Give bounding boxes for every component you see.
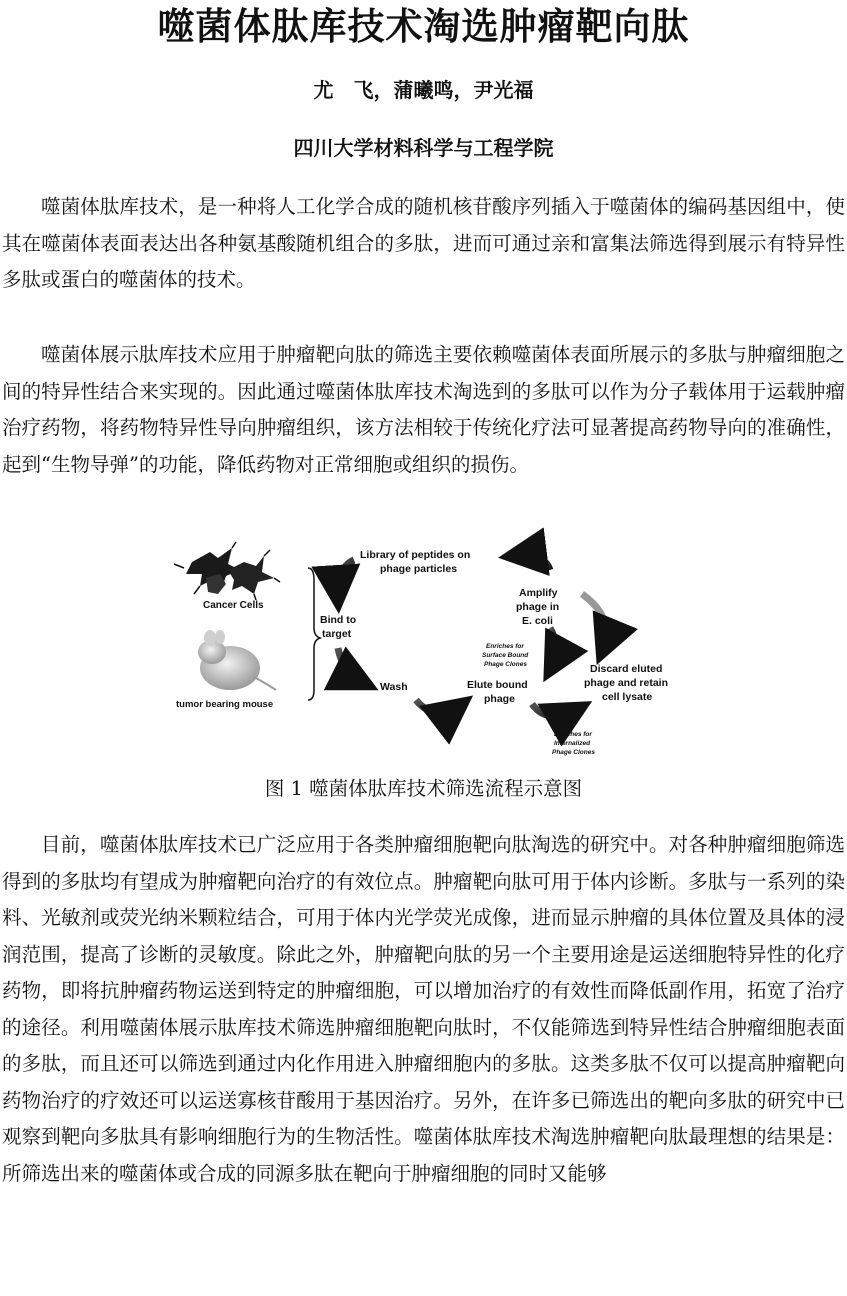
library-label: Library of peptides on bbox=[360, 549, 471, 561]
arrow-to-discard bbox=[582, 594, 606, 652]
arrow-to-internalized bbox=[532, 704, 580, 716]
svg-text:phage and retain: phage and retain bbox=[584, 677, 669, 689]
bind-label: Bind to bbox=[320, 614, 357, 626]
figure-phage-display-workflow bbox=[170, 540, 669, 768]
affiliation: 四川大学材料科学与工程学院 bbox=[293, 136, 554, 160]
svg-text:Surface Bound: Surface Bound bbox=[482, 652, 529, 659]
cancer-cells-icon bbox=[174, 542, 280, 600]
svg-text:phage particles: phage particles bbox=[380, 563, 458, 575]
page-title: 噬菌体肽库技术淘选肿瘤靶向肽 bbox=[157, 5, 690, 48]
arrow-amplify-to-library bbox=[512, 555, 550, 570]
svg-text:E. coli: E. coli bbox=[522, 615, 553, 627]
svg-text:phage: phage bbox=[484, 693, 515, 705]
arrow-bind-to-wash bbox=[338, 648, 366, 684]
svg-text:Phage Clones: Phage Clones bbox=[484, 661, 527, 668]
svg-text:phage in: phage in bbox=[516, 601, 560, 613]
svg-text:target: target bbox=[322, 628, 352, 640]
wash-label: Wash bbox=[380, 681, 408, 693]
authors: 尤 飞，蒲曦鸣，尹光福 bbox=[313, 78, 534, 102]
paragraph-2: 噬菌体展示肽库技术应用于肿瘤靶向肽的筛选主要依赖噬菌体表面所展示的多肽与肿瘤细胞之间的特异性结合来实现的。因此通过噬菌体肽库技术淘选到的多肽可以作为分子载体用于运载肿瘤治疗药物，将药物特异性导向肿瘤组织，该方法相较于传统化疗法可显著提高药物导向的准确性，起到“生物导弹”的功能，降低药物对正常细胞或组织的损伤。 bbox=[2, 343, 845, 476]
arrow-wash-to-elute bbox=[416, 700, 462, 713]
bracket bbox=[308, 568, 320, 700]
mouse-label: tumor bearing mouse bbox=[176, 699, 274, 710]
mouse-icon bbox=[198, 630, 276, 690]
paragraph-1: 噬菌体肽库技术，是一种将人工化学合成的随机核苷酸序列插入于噬菌体的编码基因组中，使其在噬菌体表面表达出各种氨基酸随机组合的多肽，进而可通过亲和富集法筛选得到展示有特异性多肽或蛋白的噬菌体的技术。 bbox=[2, 195, 845, 291]
elute-label: Elute bound bbox=[467, 679, 528, 691]
arrow-elute-to-amplify bbox=[550, 628, 556, 670]
svg-text:cell lysate: cell lysate bbox=[602, 691, 653, 703]
svg-text:Internalized: Internalized bbox=[554, 740, 591, 747]
discard-label: Discard eluted bbox=[590, 663, 663, 675]
cancer-cells-label: Cancer Cells bbox=[203, 600, 264, 611]
surface-bound-note: Enriches for bbox=[486, 643, 524, 650]
svg-text:Phage Clones: Phage Clones bbox=[552, 749, 595, 756]
arrow-library-to-bind bbox=[338, 560, 354, 600]
paragraph-3: 目前，噬菌体肽库技术已广泛应用于各类肿瘤细胞靶向肽淘选的研究中。对各种肿瘤细胞筛选得到的多肽均有望成为肿瘤靶向治疗的有效位点。肿瘤靶向肽可用于体内诊断。多肽与一系列的染料、光敏剂或荧光纳米颗粒结合，可用于体内光学荧光成像，进而显示肿瘤的具体位置及具体的浸润范围，提高了诊断的灵敏度。除此之外，肿瘤靶向肽的另一个主要用途是运送细胞特异性的化疗药物，即将抗肿瘤药物运送到特定的肿瘤细胞，可以增加治疗的有效性而降低副作用，拓宽了治疗的途径。利用噬菌体展示肽库技术筛选肿瘤细胞靶向肽时，不仅能筛选到特异性结合肿瘤细胞表面的多肽，而且还可以筛选到通过内化作用进入肿瘤细胞内的多肽。这类多肽不仅可以提高肿瘤靶向药物治疗的疗效还可以运送寡核苷酸用于基因治疗。另外，在许多已筛选出的靶向多肽的研究中已观察到靶向多肽具有影响细胞行为的生物活性。噬菌体肽库技术淘选肿瘤靶向肽最理想的结果是：所筛选出来的噬菌体或合成的同源多肽在靶向于肿瘤细胞的同时又能够 bbox=[2, 833, 845, 1185]
amplify-label: Amplify bbox=[519, 587, 558, 599]
figure-caption: 图 1 噬菌体肽库技术筛选流程示意图 bbox=[264, 777, 583, 800]
internalized-note: Enriches for bbox=[554, 731, 592, 738]
